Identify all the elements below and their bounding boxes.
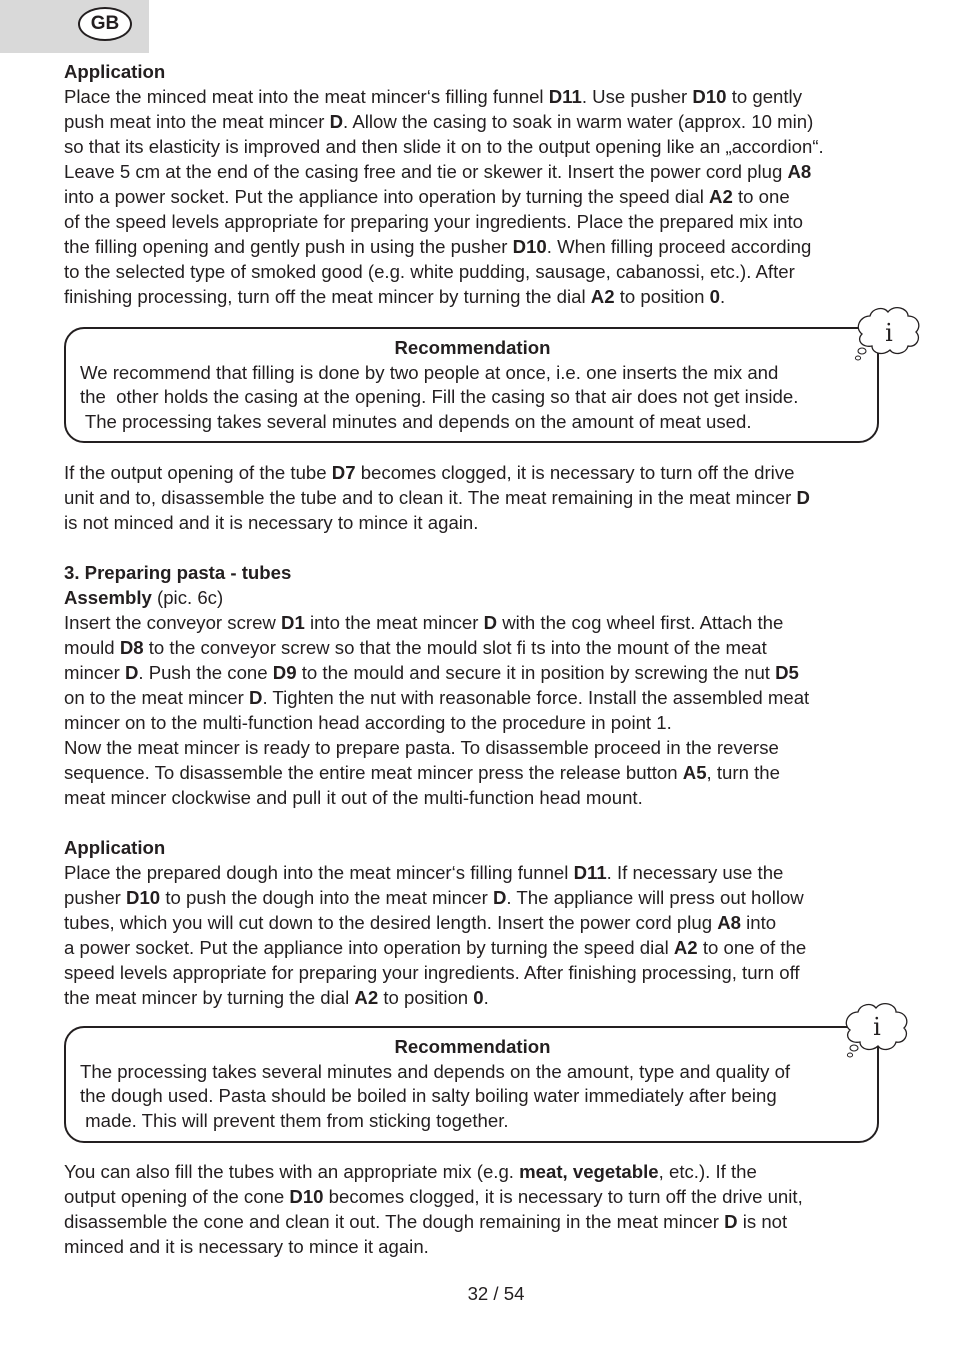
text-line	[64, 935, 810, 960]
text-run: mincer on to the multi-function head according to the procedure in point 1.	[64, 712, 672, 733]
recommendation-line: the dough used. Pasta should be boiled in salty boiling water immediately after being	[80, 1085, 777, 1106]
text-run: into the meat mincer	[304, 612, 484, 633]
bold-text: D8	[119, 637, 144, 658]
text-line	[64, 760, 810, 785]
bold-text: D	[796, 487, 810, 508]
text-run: to one	[732, 186, 790, 207]
text-line	[64, 460, 810, 485]
text-run: . Use pusher	[581, 86, 693, 107]
text-line	[64, 1159, 803, 1184]
text-run: to position	[614, 286, 710, 307]
bold-text: D9	[272, 662, 297, 683]
text-run: so that its elasticity is improved and then slide it on to the output opening like an „accordion“.	[64, 136, 824, 157]
info-icon-letter: i	[885, 319, 893, 347]
bold-text: D	[724, 1211, 738, 1232]
text-run: becomes clogged, it is necessary to turn off the drive unit,	[323, 1186, 803, 1207]
text-run: Now the meat mincer is ready to prepare pasta. To disassemble proceed in the reverse	[64, 737, 779, 758]
text-line	[64, 710, 810, 735]
text-line	[64, 209, 824, 234]
language-badge: GB	[78, 7, 132, 41]
text-run: to gently	[726, 86, 802, 107]
text-run: . Allow the casing to soak in warm water (approx. 10 min)	[343, 111, 814, 132]
text-line	[64, 84, 824, 109]
text-run: becomes clogged, it is necessary to turn off the drive	[355, 462, 795, 483]
text-line	[64, 284, 824, 309]
bold-text: D11	[548, 86, 582, 107]
text-line	[64, 109, 824, 134]
bold-text: 0	[709, 286, 720, 307]
text-run: meat mincer clockwise and pull it out of the multi-function head mount.	[64, 787, 643, 808]
recommendation-box-1	[64, 327, 879, 443]
text-run: is not minced and it is necessary to mince it again.	[64, 512, 479, 533]
bold-text: A2	[673, 937, 698, 958]
text-line	[64, 1209, 803, 1234]
text-line	[64, 610, 810, 635]
recommendation-line: We recommend that filling is done by two people at once, i.e. one inserts the mix and	[80, 361, 779, 383]
text-run: of the speed levels appropriate for preparing your ingredients. Place the prepared mix into	[64, 211, 804, 232]
text-line	[64, 960, 810, 985]
section-pasta-tubes	[64, 460, 810, 1010]
text-line	[64, 985, 810, 1010]
text-run: Leave 5 cm at the end of the casing free and tie or skewer it. Insert the power cord plug	[64, 161, 788, 182]
text-run: a power socket. Put the appliance into operation by turning the speed dial	[64, 937, 674, 958]
recommendation-title: Recommendation	[394, 337, 551, 358]
text-run: to push the dough into the meat mincer	[160, 887, 493, 908]
text-run: . Tighten the nut with reasonable force. Install the assembled meat	[262, 687, 810, 708]
text-run: . When filling proceed according	[546, 236, 812, 257]
text-line	[64, 810, 810, 835]
text-run: . The appliance will press out hollow	[506, 887, 804, 908]
text-line	[64, 535, 810, 560]
text-run: minced and it is necessary to mince it again.	[64, 1236, 429, 1257]
text-line	[64, 560, 810, 585]
text-run: speed levels appropriate for preparing your ingredients. After finishing processing, turn off	[64, 962, 800, 983]
bold-text: Application	[64, 61, 166, 82]
text-line	[64, 910, 810, 935]
bold-text: D	[124, 662, 139, 683]
text-run: the meat mincer by turning the dial	[64, 987, 355, 1008]
text-run: Place the prepared dough into the meat mincer‘s filling funnel	[64, 862, 574, 883]
language-tab	[0, 0, 149, 53]
text-run: into a power socket. Put the appliance into operation by turning the speed dial	[64, 186, 710, 207]
bold-text: A8	[787, 161, 812, 182]
text-line	[64, 510, 810, 535]
text-line	[64, 259, 824, 284]
text-run: on to the meat mincer	[64, 687, 249, 708]
bold-text: A2	[709, 186, 733, 207]
section-application-sausage	[64, 59, 824, 309]
text-line	[64, 485, 810, 510]
text-line	[64, 785, 810, 810]
bold-text: Assembly	[64, 587, 152, 608]
recommendation-line: The processing takes several minutes and depends on the amount of meat used.	[80, 410, 752, 432]
text-run: You can also fill the tubes with an appropriate mix (e.g.	[64, 1161, 520, 1182]
bold-text: meat, vegetable	[519, 1161, 659, 1182]
recommendation-line: the other holds the casing at the opening. Fill the casing so that air does not get inside.	[80, 386, 799, 407]
bold-text: A2	[590, 286, 615, 307]
text-run: Insert the conveyor screw	[64, 612, 282, 633]
bold-text: Application	[64, 837, 166, 858]
bold-text: D	[483, 612, 498, 633]
text-line	[64, 1234, 803, 1259]
text-run: is not	[737, 1211, 788, 1232]
recommendation-box-2	[64, 1026, 879, 1143]
text-line	[64, 635, 810, 660]
recommendation-line: The processing takes several minutes and depends on the amount, type and quality of	[80, 1060, 791, 1082]
text-run: to the selected type of smoked good (e.g. white pudding, sausage, cabanossi, etc.). After	[64, 261, 795, 282]
bold-text: D10	[289, 1186, 324, 1207]
text-run: .	[719, 286, 726, 307]
text-run: , turn the	[706, 762, 780, 783]
text-line	[64, 134, 824, 159]
bold-text: D5	[775, 662, 799, 683]
bold-text: D7	[331, 462, 356, 483]
bold-text: D11	[573, 862, 607, 883]
text-run: to one of the	[697, 937, 807, 958]
bold-text: D	[492, 887, 507, 908]
info-icon-letter: i	[873, 1013, 881, 1041]
text-run: the filling opening and gently push in using the pusher	[64, 236, 513, 257]
bold-text: A2	[354, 987, 379, 1008]
recommendation-title: Recommendation	[394, 1036, 551, 1057]
bold-text: D10	[126, 887, 161, 908]
text-run: mould	[64, 637, 120, 658]
text-line	[64, 159, 824, 184]
bold-text: D10	[692, 86, 727, 107]
bold-text: 3. Preparing pasta - tubes	[64, 562, 292, 583]
info-cloud-icon	[840, 1000, 914, 1064]
text-line	[64, 234, 824, 259]
text-line	[64, 184, 824, 209]
text-run: tubes, which you will cut down to the desired length. Insert the power cord plug	[64, 912, 718, 933]
text-run: disassemble the cone and clean it out. The dough remaining in the meat mincer	[64, 1211, 725, 1232]
text-run: to position	[378, 987, 474, 1008]
text-line	[64, 860, 810, 885]
text-run: to the mould and secure it in position by screwing the nut	[296, 662, 776, 683]
text-run: mincer	[64, 662, 125, 683]
text-run: .	[483, 987, 489, 1008]
text-run: pusher	[64, 887, 127, 908]
page-number: 32 / 54	[467, 1283, 525, 1304]
bold-text: 0	[473, 987, 484, 1008]
bold-text: D1	[281, 612, 305, 633]
text-line	[64, 59, 824, 84]
text-run: (pic. 6c)	[151, 587, 224, 608]
text-run: to the conveyor screw so that the mould slot fi ts into the mount of the meat	[143, 637, 767, 658]
recommendation-line: made. This will prevent them from sticking together.	[80, 1109, 509, 1131]
bold-text: A5	[682, 762, 707, 783]
text-line	[64, 885, 810, 910]
text-line	[64, 660, 810, 685]
info-cloud-icon	[852, 304, 926, 368]
text-run: with the cog wheel first. Attach the	[497, 612, 784, 633]
text-run: unit and to, disassemble the tube and to clean it. The meat remaining in the meat mincer	[64, 487, 797, 508]
bold-text: D	[329, 111, 344, 132]
text-run: push meat into the meat mincer	[64, 111, 330, 132]
text-line	[64, 1184, 803, 1209]
bold-text: D	[249, 687, 263, 708]
text-run: finishing processing, turn off the meat mincer by turning the dial	[64, 286, 591, 307]
text-run: , etc.). If the	[658, 1161, 757, 1182]
text-run: sequence. To disassemble the entire meat mincer press the release button	[64, 762, 683, 783]
text-run: output opening of the cone	[64, 1186, 290, 1207]
text-line	[64, 735, 810, 760]
text-run: If the output opening of the tube	[64, 462, 332, 483]
text-run: into	[741, 912, 777, 933]
bold-text: A8	[717, 912, 741, 933]
text-line	[64, 585, 810, 610]
text-line	[64, 835, 810, 860]
text-line	[64, 685, 810, 710]
section-closing	[64, 1159, 803, 1259]
text-run: . If necessary use the	[606, 862, 784, 883]
text-run: . Push the cone	[138, 662, 273, 683]
text-run: Place the minced meat into the meat mincer‘s filling funnel	[64, 86, 549, 107]
bold-text: D10	[512, 236, 547, 257]
